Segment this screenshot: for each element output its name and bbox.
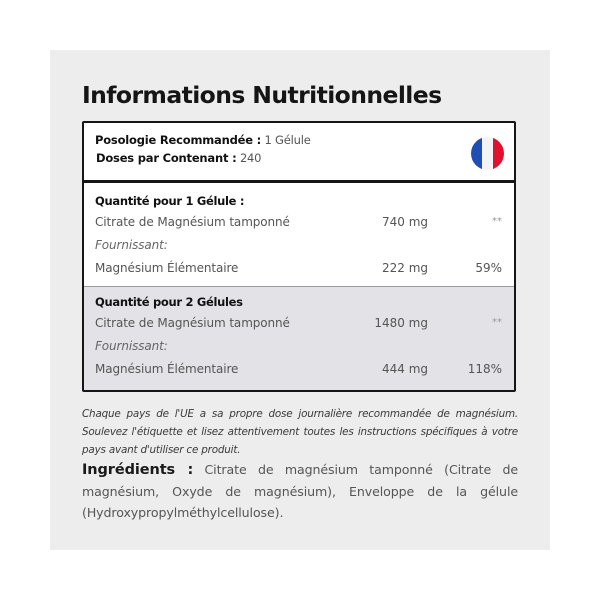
posology-label: Posologie Recommandée : bbox=[95, 133, 262, 147]
table-row bbox=[84, 316, 514, 332]
france-flag-icon bbox=[471, 137, 504, 170]
nutrient-name: Magnésium Élémentaire bbox=[95, 261, 239, 275]
nutrition-panel bbox=[50, 50, 550, 550]
doses-line bbox=[96, 151, 261, 165]
table-row bbox=[84, 215, 514, 231]
dosage-header bbox=[84, 123, 514, 183]
nutrient-name: Fournissant: bbox=[95, 339, 168, 353]
eu-dosage-note: Chaque pays de l'UE a sa propre dose journalière recommandée de magnésium. Soulevez l'étiquette et lisez attentivement toutes les instructions spécifiques à votre pays avant d'utiliser ce produit. bbox=[82, 408, 518, 456]
nutrient-amount: 444 mg bbox=[381, 362, 428, 376]
nutrient-amount: 740 mg bbox=[381, 215, 428, 229]
section-1-gelule bbox=[84, 186, 514, 287]
nutrient-percent: ** bbox=[492, 216, 502, 227]
nutrient-percent: 118% bbox=[467, 362, 502, 376]
table-row bbox=[84, 261, 514, 277]
nutrient-name: Magnésium Élémentaire bbox=[95, 362, 239, 376]
ingredients-label: Ingrédients : bbox=[82, 462, 194, 478]
table-row bbox=[84, 238, 514, 254]
table-row bbox=[84, 362, 514, 378]
section-title: Quantité pour 2 Gélules bbox=[95, 295, 243, 309]
posology-value: 1 Gélule bbox=[264, 133, 311, 147]
section-title: Quantité pour 1 Gélule : bbox=[95, 194, 245, 208]
nutrition-table bbox=[82, 121, 516, 392]
doses-value: 240 bbox=[239, 151, 262, 165]
nutrient-name: Citrate de Magnésium tamponné bbox=[95, 215, 290, 229]
doses-label: Doses par Contenant : bbox=[96, 151, 237, 165]
nutrient-amount: 1480 mg bbox=[374, 316, 428, 330]
ingredients-text: Citrate de magnésium tamponné (Citrate de magnésium, Oxyde de magnésium), Enveloppe de la gélule (Hydroxypropylméthylcellulose). bbox=[82, 462, 518, 520]
nutrient-percent: ** bbox=[492, 317, 502, 328]
nutrient-amount: 222 mg bbox=[381, 261, 428, 275]
nutrient-name: Citrate de Magnésium tamponné bbox=[95, 316, 290, 330]
posology-line bbox=[95, 133, 311, 147]
ingredients-block bbox=[82, 459, 518, 523]
section-2-gelules bbox=[84, 287, 514, 392]
nutrient-name: Fournissant: bbox=[95, 238, 168, 252]
table-row bbox=[84, 339, 514, 355]
nutrient-percent: 59% bbox=[475, 261, 502, 275]
page-title: Informations Nutritionnelles bbox=[82, 81, 442, 109]
